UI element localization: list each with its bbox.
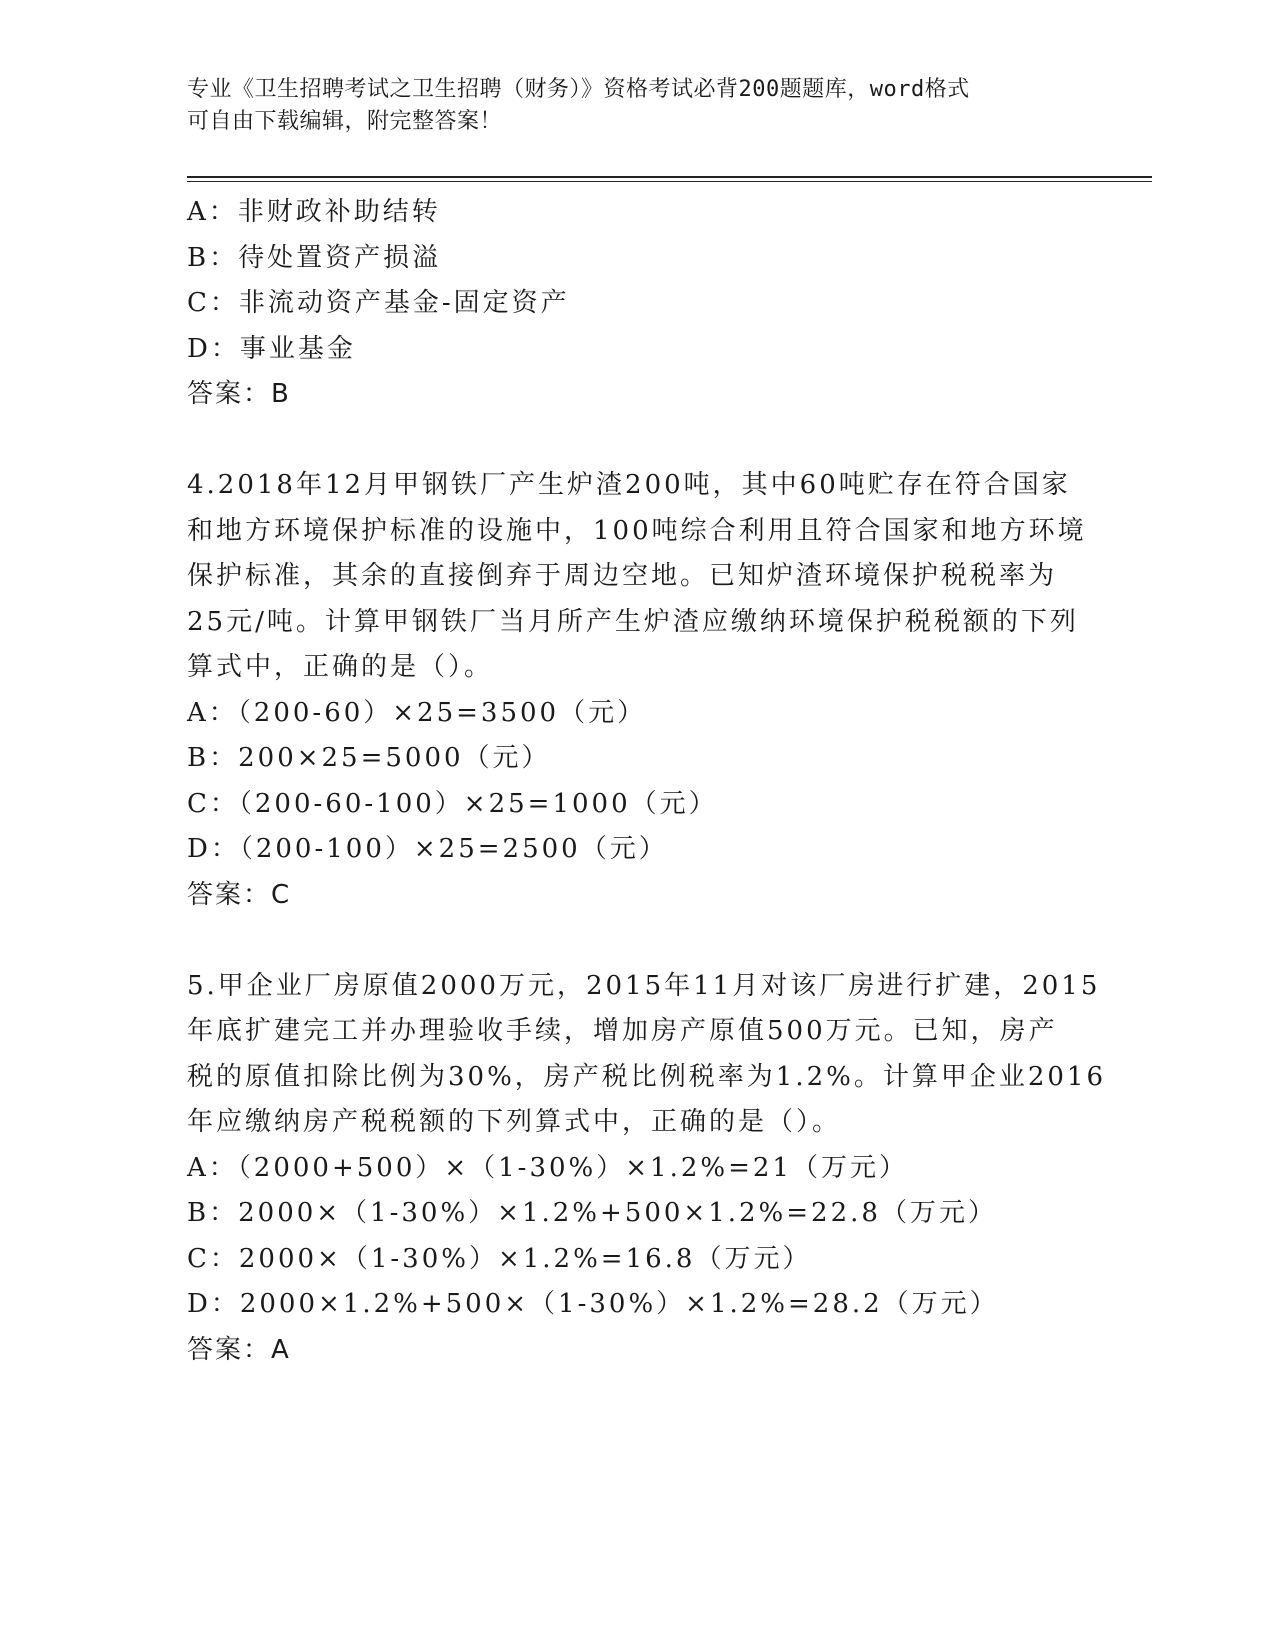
q5-stem-line-1: 5.甲企业厂房原值2000万元，2015年11月对该厂房进行扩建，2015 — [187, 970, 1101, 1001]
q4-option-a: A：（200-60）×25=3500（元） — [187, 697, 647, 728]
document-header — [187, 74, 1087, 138]
q5-option-b: B：2000×（1-30%）×1.2%+500×1.2%=22.8（万元） — [187, 1198, 997, 1228]
q5-option-d: D：2000×1.2%+500×（1-30%）×1.2%=28.2（万元） — [187, 1289, 999, 1319]
q4-option-d: D：（200-100）×25=2500（元） — [187, 834, 668, 864]
q5-stem-line-3: 税的原值扣除比例为30%，房产税比例税率为1.2%。计算甲企业2016 — [187, 1061, 1107, 1092]
q5-stem-line-4: 年应缴纳房产税税额的下列算式中，正确的是（）。 — [187, 1107, 842, 1137]
q3-option-d: D：事业基金 — [187, 333, 356, 364]
q5-option-c: C：2000×（1-30%）×1.2%=16.8（万元） — [187, 1243, 812, 1274]
q4-option-c: C：（200-60-100）×25=1000（元） — [187, 788, 718, 819]
q3-option-a: A：非财政补助结转 — [187, 197, 441, 227]
q4-stem-line-4: 25元/吨。计算甲钢铁厂当月所产生炉渣应缴纳环境保护税税额的下列 — [187, 606, 1079, 637]
q3-option-b: B：待处置资产损溢 — [187, 242, 442, 273]
q5-option-a: A：（2000+500）×（1-30%）×1.2%=21（万元） — [187, 1152, 908, 1183]
header-divider-thick — [187, 176, 1152, 178]
q3-answer: 答案：B — [187, 379, 291, 409]
question-spacer — [187, 418, 1087, 464]
q4-stem — [187, 463, 1087, 691]
q3-option-c: C：非流动资产基金-固定资产 — [187, 288, 570, 318]
q4-stem-line-1: 4.2018年12月甲钢铁厂产生炉渣200吨，其中60吨贮存在符合国家 — [187, 470, 1071, 500]
header-line-2: 可自由下载编辑，附完整答案！ — [187, 109, 503, 134]
question-4-block — [187, 463, 1087, 918]
q4-option-b: B：200×25=5000（元） — [187, 743, 551, 773]
q4-stem-line-3: 保护标准，其余的直接倒弃于周边空地。已知炉渣环境保护税税率为 — [187, 561, 1058, 591]
question-content — [187, 190, 1107, 1373]
question-spacer — [187, 918, 1087, 964]
q4-stem-line-2: 和地方环境保护标准的设施中，100吨综合利用且符合国家和地方环境 — [187, 515, 1087, 546]
q4-answer: 答案：C — [187, 879, 292, 910]
q4-stem-line-5: 算式中，正确的是（）。 — [187, 652, 494, 682]
question-5-block — [187, 964, 1107, 1374]
header-divider-thin — [187, 181, 1152, 182]
question-3-block — [187, 190, 1087, 418]
q5-stem-line-2: 年底扩建完工并办理验收手续，增加房产原值500万元。已知，房产 — [187, 1016, 1058, 1046]
q5-answer: 答案：A — [187, 1334, 291, 1365]
q5-stem — [187, 964, 1107, 1146]
header-line-1: 专业《卫生招聘考试之卫生招聘（财务）》资格考试必背200题题库，word格式 — [187, 77, 970, 102]
